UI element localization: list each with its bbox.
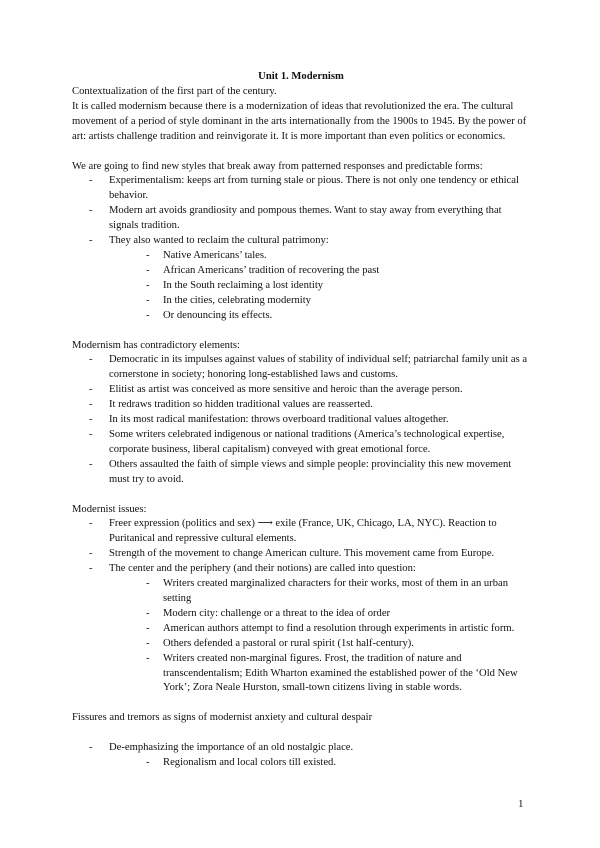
list-item-text: Elitist as artist was conceived as more sensitive and heroic than the average person.	[109, 384, 463, 396]
list-item-text: In its most radical manifestation: throws overboard traditional values altogether.	[109, 414, 449, 426]
list-item	[72, 398, 530, 413]
sub-list-item	[146, 652, 530, 697]
dash-bullet: -	[146, 578, 150, 590]
sub-list-item-text: Others defended a pastoral or rural spirit (1st half-century).	[163, 637, 414, 649]
document-body	[72, 70, 530, 771]
sub-list-center-periphery	[109, 577, 530, 696]
bullet-list-new-styles	[72, 174, 530, 323]
dash-bullet: -	[146, 637, 150, 649]
paragraph-gap	[72, 145, 530, 160]
dash-bullet: -	[146, 652, 150, 664]
intro-paragraph: It is called modernism because there is a modernization of ideas that revolutionized the era. The cultural movement of a period of style dominant in the arts internationally from the 1900s to 1945. By the power of art: artists challenge tradition and reinvigorate it. It is more important than even politics or economics.	[72, 100, 527, 142]
dash-bullet: -	[146, 279, 150, 291]
list-item-text: The center and the periphery (and their notions) are called into question:	[109, 563, 416, 575]
sub-list-item-text: African Americans’ tradition of recovering the past	[163, 264, 380, 276]
sub-list-item	[146, 622, 530, 637]
sub-list-item	[146, 249, 530, 264]
dash-bullet: -	[89, 518, 93, 530]
dash-bullet: -	[89, 354, 93, 366]
list-item	[72, 413, 530, 428]
list-item-text: Others assaulted the faith of simple views and simple people: provinciality this new movement must try to avoid.	[109, 458, 512, 485]
list-item-text: Some writers celebrated indigenous or national traditions (America’s technological expertise, corporate business, liberal capitalism) conveyed with great emotional force.	[109, 428, 505, 455]
list-item	[72, 547, 530, 562]
list-item-text: Freer expression (politics and sex) ⟶ exile (France, UK, Chicago, LA, NYC). Reaction to Puritanical and repressive cultural elements.	[109, 518, 497, 545]
dash-bullet: -	[89, 742, 93, 754]
list-item-text: They also wanted to reclaim the cultural patrimony:	[109, 235, 329, 247]
list-item-text: Democratic in its impulses against values of stability of individual self; patriarchal family unit as a cornerstone in society; honoring long-established laws and customs.	[109, 354, 528, 381]
list-item	[72, 174, 530, 204]
paragraph-gap	[72, 696, 530, 711]
dash-bullet: -	[146, 757, 150, 769]
list-item	[72, 353, 530, 383]
list-item	[72, 458, 530, 488]
sub-list-item	[146, 756, 530, 771]
list-item	[72, 517, 530, 547]
dash-bullet: -	[146, 309, 150, 321]
section-heading-new-styles: We are going to find new styles that break away from patterned responses and predictable forms:	[72, 160, 483, 172]
dash-bullet: -	[89, 458, 93, 470]
sub-list-item	[146, 637, 530, 652]
list-item-text: Experimentalism: keeps art from turning stale or pious. There is not only one tendency or ethical behavior.	[109, 175, 519, 202]
list-item-text: It redraws tradition so hidden traditional values are reasserted.	[109, 399, 373, 411]
dash-bullet: -	[89, 384, 93, 396]
bullet-list-fissures	[72, 741, 530, 771]
list-item-text: Modern art avoids grandiosity and pompous themes. Want to stay away from everything that signals tradition.	[109, 205, 502, 232]
dash-bullet: -	[89, 205, 93, 217]
sub-list-nostalgic-place	[109, 756, 530, 771]
sub-list-item	[146, 607, 530, 622]
dash-bullet: -	[146, 294, 150, 306]
dash-bullet: -	[146, 607, 150, 619]
sub-list-item-text: Writers created non-marginal figures. Frost, the tradition of nature and transcendentalism; Edith Wharton examined the established power of the ‘Old New York’; Zora Neale Hurston, small-town citizens living in stable words.	[163, 652, 518, 694]
list-item-text: Strength of the movement to change American culture. This movement came from Europe.	[109, 548, 495, 560]
sub-list-item-text: Modern city: challenge or a threat to the idea of order	[163, 607, 391, 619]
page-number: 1	[518, 798, 524, 810]
page-title: Unit 1. Modernism	[258, 71, 344, 82]
intro-line: Contextualization of the first part of the century.	[72, 85, 277, 97]
section-heading-contradictory: Modernism has contradictory elements:	[72, 339, 240, 351]
sub-list-item	[146, 577, 530, 607]
sub-list-item-text: Writers created marginalized characters for their works, most of them in an urban setting	[163, 578, 509, 604]
list-item	[72, 562, 530, 696]
sub-list-item-text: In the cities, celebrating modernity	[163, 294, 311, 306]
dash-bullet: -	[89, 414, 93, 426]
sub-list-item	[146, 279, 530, 294]
dash-bullet: -	[89, 399, 93, 411]
sub-list-item	[146, 294, 530, 309]
paragraph-gap	[72, 324, 530, 339]
sub-list-item	[146, 309, 530, 324]
list-item	[72, 383, 530, 398]
list-item	[72, 234, 530, 323]
dash-bullet: -	[89, 235, 93, 247]
bullet-list-modernist-issues	[72, 517, 530, 696]
dash-bullet: -	[89, 175, 93, 187]
list-item	[72, 428, 530, 458]
section-heading-fissures: Fissures and tremors as signs of modernist anxiety and cultural despair	[72, 712, 373, 724]
paragraph-gap	[72, 726, 530, 741]
sub-list-item-text: Regionalism and local colors till existed.	[163, 757, 336, 769]
list-item-text: De-emphasizing the importance of an old nostalgic place.	[109, 742, 354, 754]
sub-list-item-text: Or denouncing its effects.	[163, 309, 273, 321]
sub-list-item-text: In the South reclaiming a lost identity	[163, 279, 324, 291]
dash-bullet: -	[146, 622, 150, 634]
sub-list-item	[146, 264, 530, 279]
sub-list-item-text: Native Americans’ tales.	[163, 249, 267, 261]
dash-bullet: -	[146, 249, 150, 261]
bullet-list-contradictory	[72, 353, 530, 487]
paragraph-gap	[72, 488, 530, 503]
dash-bullet: -	[89, 563, 93, 575]
sub-list-cultural-patrimony	[109, 249, 530, 324]
list-item	[72, 204, 530, 234]
dash-bullet: -	[89, 428, 93, 440]
section-heading-modernist-issues: Modernist issues:	[72, 503, 147, 515]
dash-bullet: -	[89, 548, 93, 560]
list-item	[72, 741, 530, 771]
dash-bullet: -	[146, 264, 150, 276]
sub-list-item-text: American authors attempt to find a resolution through experiments in artistic form.	[163, 622, 515, 634]
